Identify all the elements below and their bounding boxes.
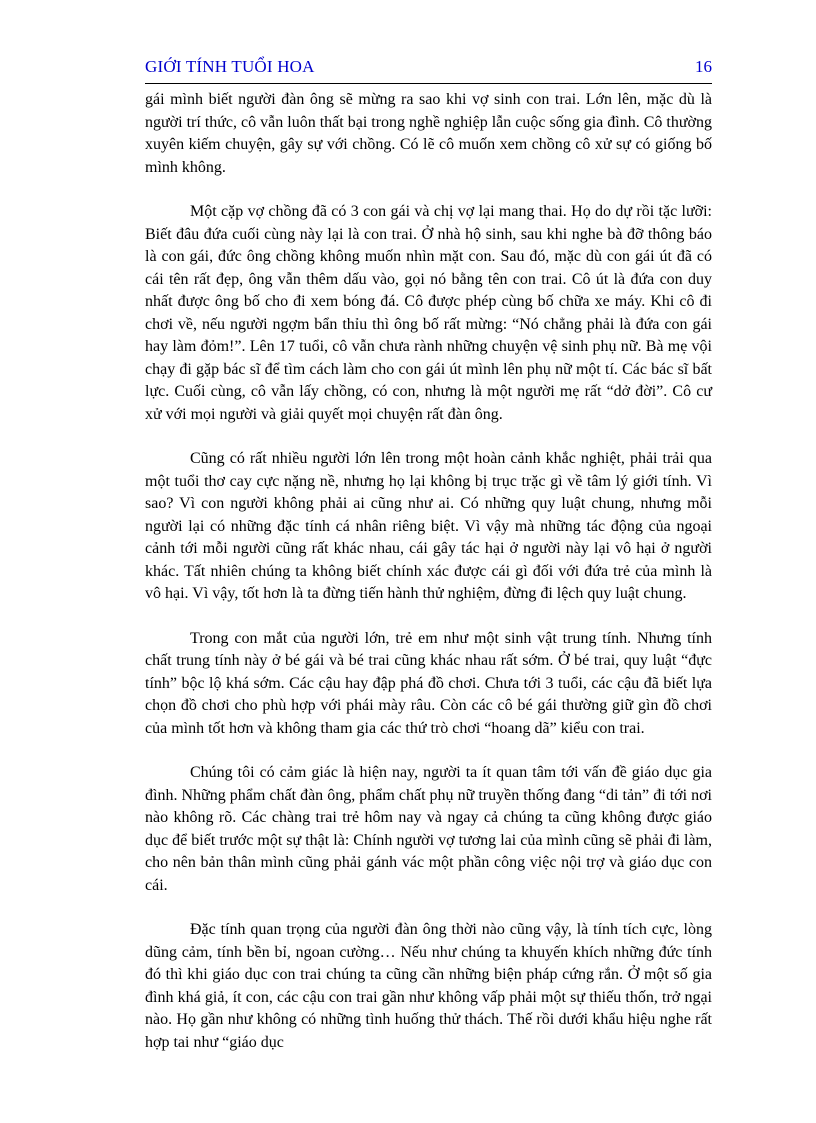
paragraph: Trong con mắt của người lớn, trẻ em như một sinh vật trung tính. Nhưng tính chất trung tính này ở bé gái và bé trai cũng khác nhau rất sớm. Ở bé trai, quy luật “đực tính” bộc lộ khá sớm. Các cậu hay đập phá đồ chơi. Chưa tới 3 tuổi, các cậu đã biết lựa chọn đồ chơi cho phù hợp với phái mày râu. Còn các cô bé gái thường giữ gìn đồ chơi của mình tốt hơn và không tham gia các thứ trò chơi “hoang dã” kiểu con trai.	[145, 629, 712, 737]
page-number: 16	[695, 57, 712, 76]
body-text	[145, 89, 712, 1054]
paragraph-continued: gái mình biết người đàn ông sẽ mừng ra sao khi vợ sinh con trai. Lớn lên, mặc dù là người trí thức, cô vẫn luôn thất bại trong nghề nghiệp lẫn cuộc sống gia đình. Cô thường xuyên kiếm chuyện, gây sự với chồng. Có lẽ cô muốn xem chồng cô xử sự có giống bố mình không.	[145, 91, 712, 176]
header-title: GIỚI TÍNH TUỔI HOA	[145, 57, 315, 76]
paragraph: Chúng tôi có cảm giác là hiện nay, người ta ít quan tâm tới vấn đề giáo dục gia đình. Những phẩm chất đàn ông, phẩm chất phụ nữ truyền thống đang “di tản” đi tới nơi nào không rõ. Các chàng trai trẻ hôm nay và ngay cả chúng ta cũng không được giáo dục để biết trước một sự thật là: Chính người vợ tương lai của mình cũng sẽ phải đi làm, cho nên bản thân mình cũng phải gánh vác một phần công việc nội trợ và giáo dục con cái.	[145, 764, 712, 894]
paragraph: Cũng có rất nhiều người lớn lên trong một hoàn cảnh khắc nghiệt, phải trải qua một tuổi thơ cay cực nặng nề, nhưng họ lại không bị trục trặc gì về tâm lý giới tính. Vì sao? Vì con người không phải ai cũng như ai. Có những quy luật chung, nhưng mỗi người lại có những đặc tính cá nhân riêng biệt. Vì vậy mà những tác động của ngoại cảnh tới mỗi người cũng rất khác nhau, cái gây tác hại ở người này lại vô hại ở người khác. Tất nhiên chúng ta không biết chính xác được cái gì đối với đứa trẻ của mình là vô hại. Vì vậy, tốt hơn là ta đừng tiến hành thử nghiệm, đừng đi lệch quy luật chung.	[145, 450, 712, 602]
running-header	[145, 55, 712, 84]
paragraph: Đặc tính quan trọng của người đàn ông thời nào cũng vậy, là tính tích cực, lòng dũng cảm, tính bền bỉ, ngoan cường… Nếu như chúng ta khuyến khích những đức tính đó thì khi giáo dục con trai chúng ta cũng cần những biện pháp cứng rắn. Ở một số gia đình khá giả, ít con, các cậu con trai gần như không vấp phải một sự thiếu thốn, trở ngại nào. Họ gần như không có những tình huống thử thách. Thế rồi dưới khẩu hiệu nghe rất hợp tai như “giáo dục	[145, 921, 712, 1051]
paragraph: Một cặp vợ chồng đã có 3 con gái và chị vợ lại mang thai. Họ do dự rồi tặc lưỡi: Biết đâu đứa cuối cùng này lại là con trai. Ở nhà hộ sinh, sau khi nghe bà đỡ thông báo là con gái, đức ông chồng không muốn nhìn mặt con. Sau đó, mặc dù con gái út đã có cái tên rất đẹp, ông vẫn thêm dấu vào, gọi nó bằng tên con trai. Cô út là đứa con duy nhất được ông bố cho đi xem bóng đá. Cô được phép cùng bố chữa xe máy. Khi cô đi chơi về, nếu người ngợm bẩn thỉu thì ông bố rất mừng: “Nó chẳng phải là đứa con gái hay làm đỏm!”. Lên 17 tuổi, cô vẫn chưa rành những chuyện vệ sinh phụ nữ. Bà mẹ vội chạy đi gặp bác sĩ để tìm cách làm cho con gái út mình lên phụ nữ một tí. Các bác sĩ bất lực. Cuối cùng, cô vẫn lấy chồng, có con, nhưng là một người mẹ rất “dở đời”. Cô cư xử với mọi người và giải quyết mọi chuyện rất đàn ông.	[145, 203, 712, 423]
